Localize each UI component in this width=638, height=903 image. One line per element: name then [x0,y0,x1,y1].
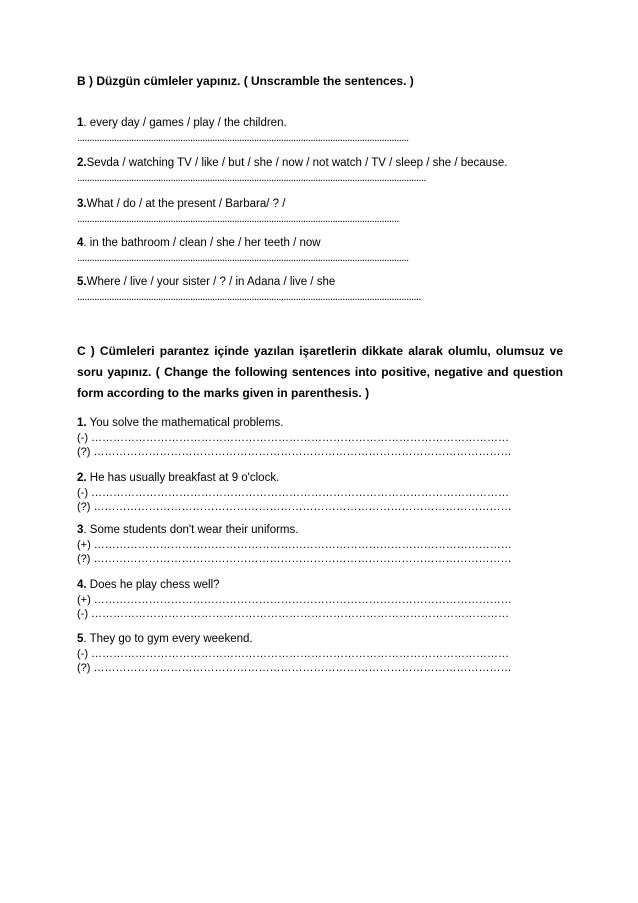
item-text: Does he play chess well? [86,579,220,591]
section-c-title: C ) Cümleleri parantez içinde yazılan işaretlerin dikkate alarak olumlu, olumsuz ve soru yapınız. ( Change the following sentences into positive, negative and question form according to the marks given in parenthesis. ) [77,344,563,400]
item-text: . in the bathroom / clean / she / her teeth / now [83,237,321,249]
item-text: He has usually breakfast at 9 o'clock. [86,472,280,484]
answer-line[interactable]: ....................................................................................................................................... [77,252,409,264]
mark-label: (+) [77,539,91,551]
item-text: . every day / games / play / the children. [83,117,287,129]
answer-line[interactable]: ............................................................................................................................................ [77,291,421,303]
item-number: 1 [77,117,84,129]
answer-line[interactable]: .............................................................................................................................................. [77,172,426,184]
answer-line[interactable]: ....................................................................................................................................... [77,132,409,144]
mark-label: (?) [77,662,91,674]
item-text: Sevda / watching TV / like / but / she / now / not watch / TV / sleep / she / because. [86,157,508,169]
item-text: Where / live / your sister / ? / in Adana / live / she [86,276,336,288]
item-number: 5. [77,276,87,288]
item-number: 2. [77,472,87,484]
transform-item-3 [77,523,563,566]
answer-line[interactable]: (?) …………………………………………………………………………………………………… [77,501,512,513]
transform-item-5 [77,632,563,675]
answer-line[interactable]: (-) …………………………………………………………………………………………………… [77,608,509,620]
answer-line[interactable]: (?) …………………………………………………………………………………………………… [77,553,512,565]
unscramble-item-5 [77,275,563,303]
item-text: . Some students don't wear their uniforms. [83,524,299,536]
transform-item-2 [77,471,563,514]
answer-line[interactable]: (-) …………………………………………………………………………………………………… [77,487,509,499]
item-number: 4 [77,237,84,249]
mark-label: (-) [77,608,88,620]
answer-line[interactable]: (+) …………………………………………………………………………………………………… [77,539,512,551]
mark-label: (-) [77,432,88,444]
answer-line[interactable]: (?) …………………………………………………………………………………………………… [77,662,512,674]
unscramble-item-3 [77,197,563,225]
item-text: . They go to gym every weekend. [83,633,253,645]
mark-label: (?) [77,501,91,513]
item-text: You solve the mathematical problems. [86,417,284,429]
item-number: 4. [77,579,87,591]
mark-label: (-) [77,487,88,499]
unscramble-item-4 [77,236,563,264]
item-number: 5 [77,633,84,645]
item-number: 1. [77,417,87,429]
mark-label: (-) [77,648,88,660]
item-number: 3 [77,524,84,536]
answer-line[interactable]: (+) …………………………………………………………………………………………………… [77,594,512,606]
answer-line[interactable]: (?) …………………………………………………………………………………………………… [77,446,512,458]
answer-line[interactable]: (-) …………………………………………………………………………………………………… [77,432,509,444]
transform-item-4 [77,578,563,621]
mark-label: (+) [77,594,91,606]
section-b-title: B ) Düzgün cümleler yapınız. ( Unscramble the sentences. ) [77,74,414,88]
item-number: 2. [77,157,87,169]
mark-label: (?) [77,553,91,565]
item-number: 3. [77,198,87,210]
mark-label: (?) [77,446,91,458]
answer-line[interactable]: (-) …………………………………………………………………………………………………… [77,648,509,660]
item-text: What / do / at the present / Barbara/ ? / [86,198,286,210]
answer-line[interactable]: ................................................................................................................................... [77,213,399,225]
transform-item-1 [77,416,563,459]
unscramble-item-1 [77,116,563,144]
unscramble-item-2 [77,156,563,184]
